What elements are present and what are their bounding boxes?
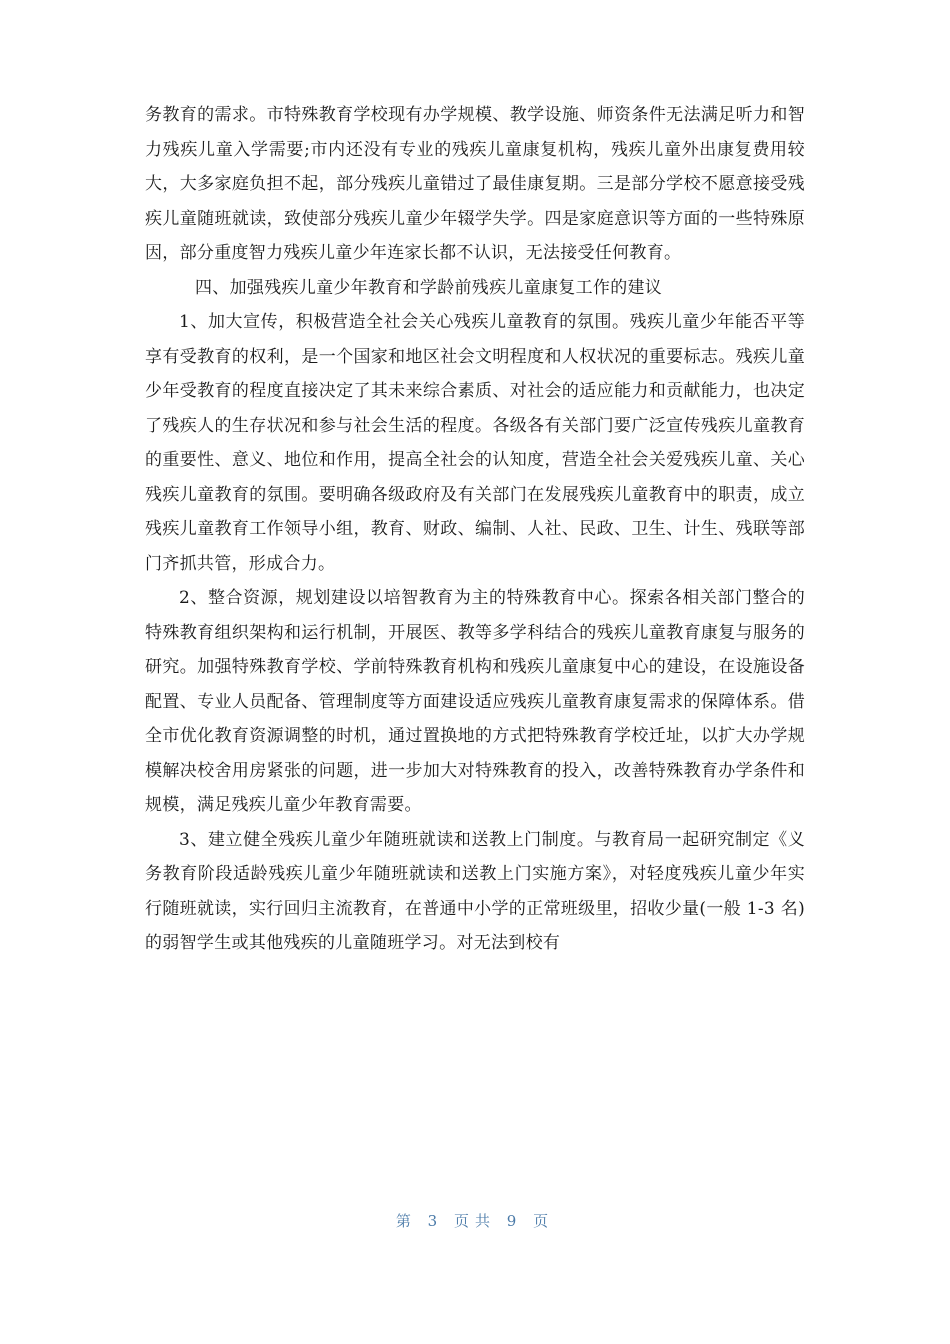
document-body (145, 98, 805, 961)
page-number-footer: 第 3 页共 9 页 (395, 1212, 555, 1230)
paragraph-suggestion-1: 1、加大宣传，积极营造全社会关心残疾儿童教育的氛围。残疾儿童少年能否平等享有受教育的权利，是一个国家和地区社会文明程度和人权状况的重要标志。残疾儿童少年受教育的程度直接决定了其未来综合素质、对社会的适应能力和贡献能力，也决定了残疾人的生存状况和参与社会生活的程度。各级各有关部门要广泛宣传残疾儿童教育的重要性、意义、地位和作用，提高全社会的认知度，营造全社会关爱残疾儿童、关心残疾儿童教育的氛围。要明确各级政府及有关部门在发展残疾儿童教育中的职责，成立残疾儿童教育工作领导小组，教育、财政、编制、人社、民政、卫生、计生、残联等部门齐抓共管，形成合力。 (145, 312, 805, 574)
paragraph-suggestion-3: 3、建立健全残疾儿童少年随班就读和送教上门制度。与教育局一起研究制定《义务教育阶段适龄残疾儿童少年随班就读和送教上门实施方案》，对轻度残疾儿童少年实行随班就读，实行回归主流教育，在普通中小学的正常班级里，招收少量(一般 1-3 名)的弱智学生或其他残疾的儿童随班学习。对无法到校有 (145, 829, 805, 953)
paragraph-continuation: 务教育的需求。市特殊教育学校现有办学规模、教学设施、师资条件无法满足听力和智力残疾儿童入学需要;市内还没有专业的残疾儿童康复机构，残疾儿童外出康复费用较大，大多家庭负担不起，部分残疾儿童错过了最佳康复期。三是部分学校不愿意接受残疾儿童随班就读，致使部分残疾儿童少年辍学失学。四是家庭意识等方面的一些特殊原因，部分重度智力残疾儿童少年连家长都不认识，无法接受任何教育。 (145, 105, 805, 263)
section-heading: 四、加强残疾儿童少年教育和学龄前残疾儿童康复工作的建议 (195, 277, 663, 298)
paragraph-suggestion-2: 2、整合资源，规划建设以培智教育为主的特殊教育中心。探索各相关部门整合的特殊教育组织架构和运行机制，开展医、教等多学科结合的残疾儿童教育康复与服务的研究。加强特殊教育学校、学前特殊教育机构和残疾儿童康复中心的建设，在设施设备配置、专业人员配备、管理制度等方面建设适应残疾儿童教育康复需求的保障体系。借全市优化教育资源调整的时机，通过置换地的方式把特殊教育学校迁址，以扩大办学规模解决校舍用房紧张的问题，进一步加大对特殊教育的投入，改善特殊教育办学条件和规模，满足残疾儿童少年教育需要。 (145, 588, 805, 815)
